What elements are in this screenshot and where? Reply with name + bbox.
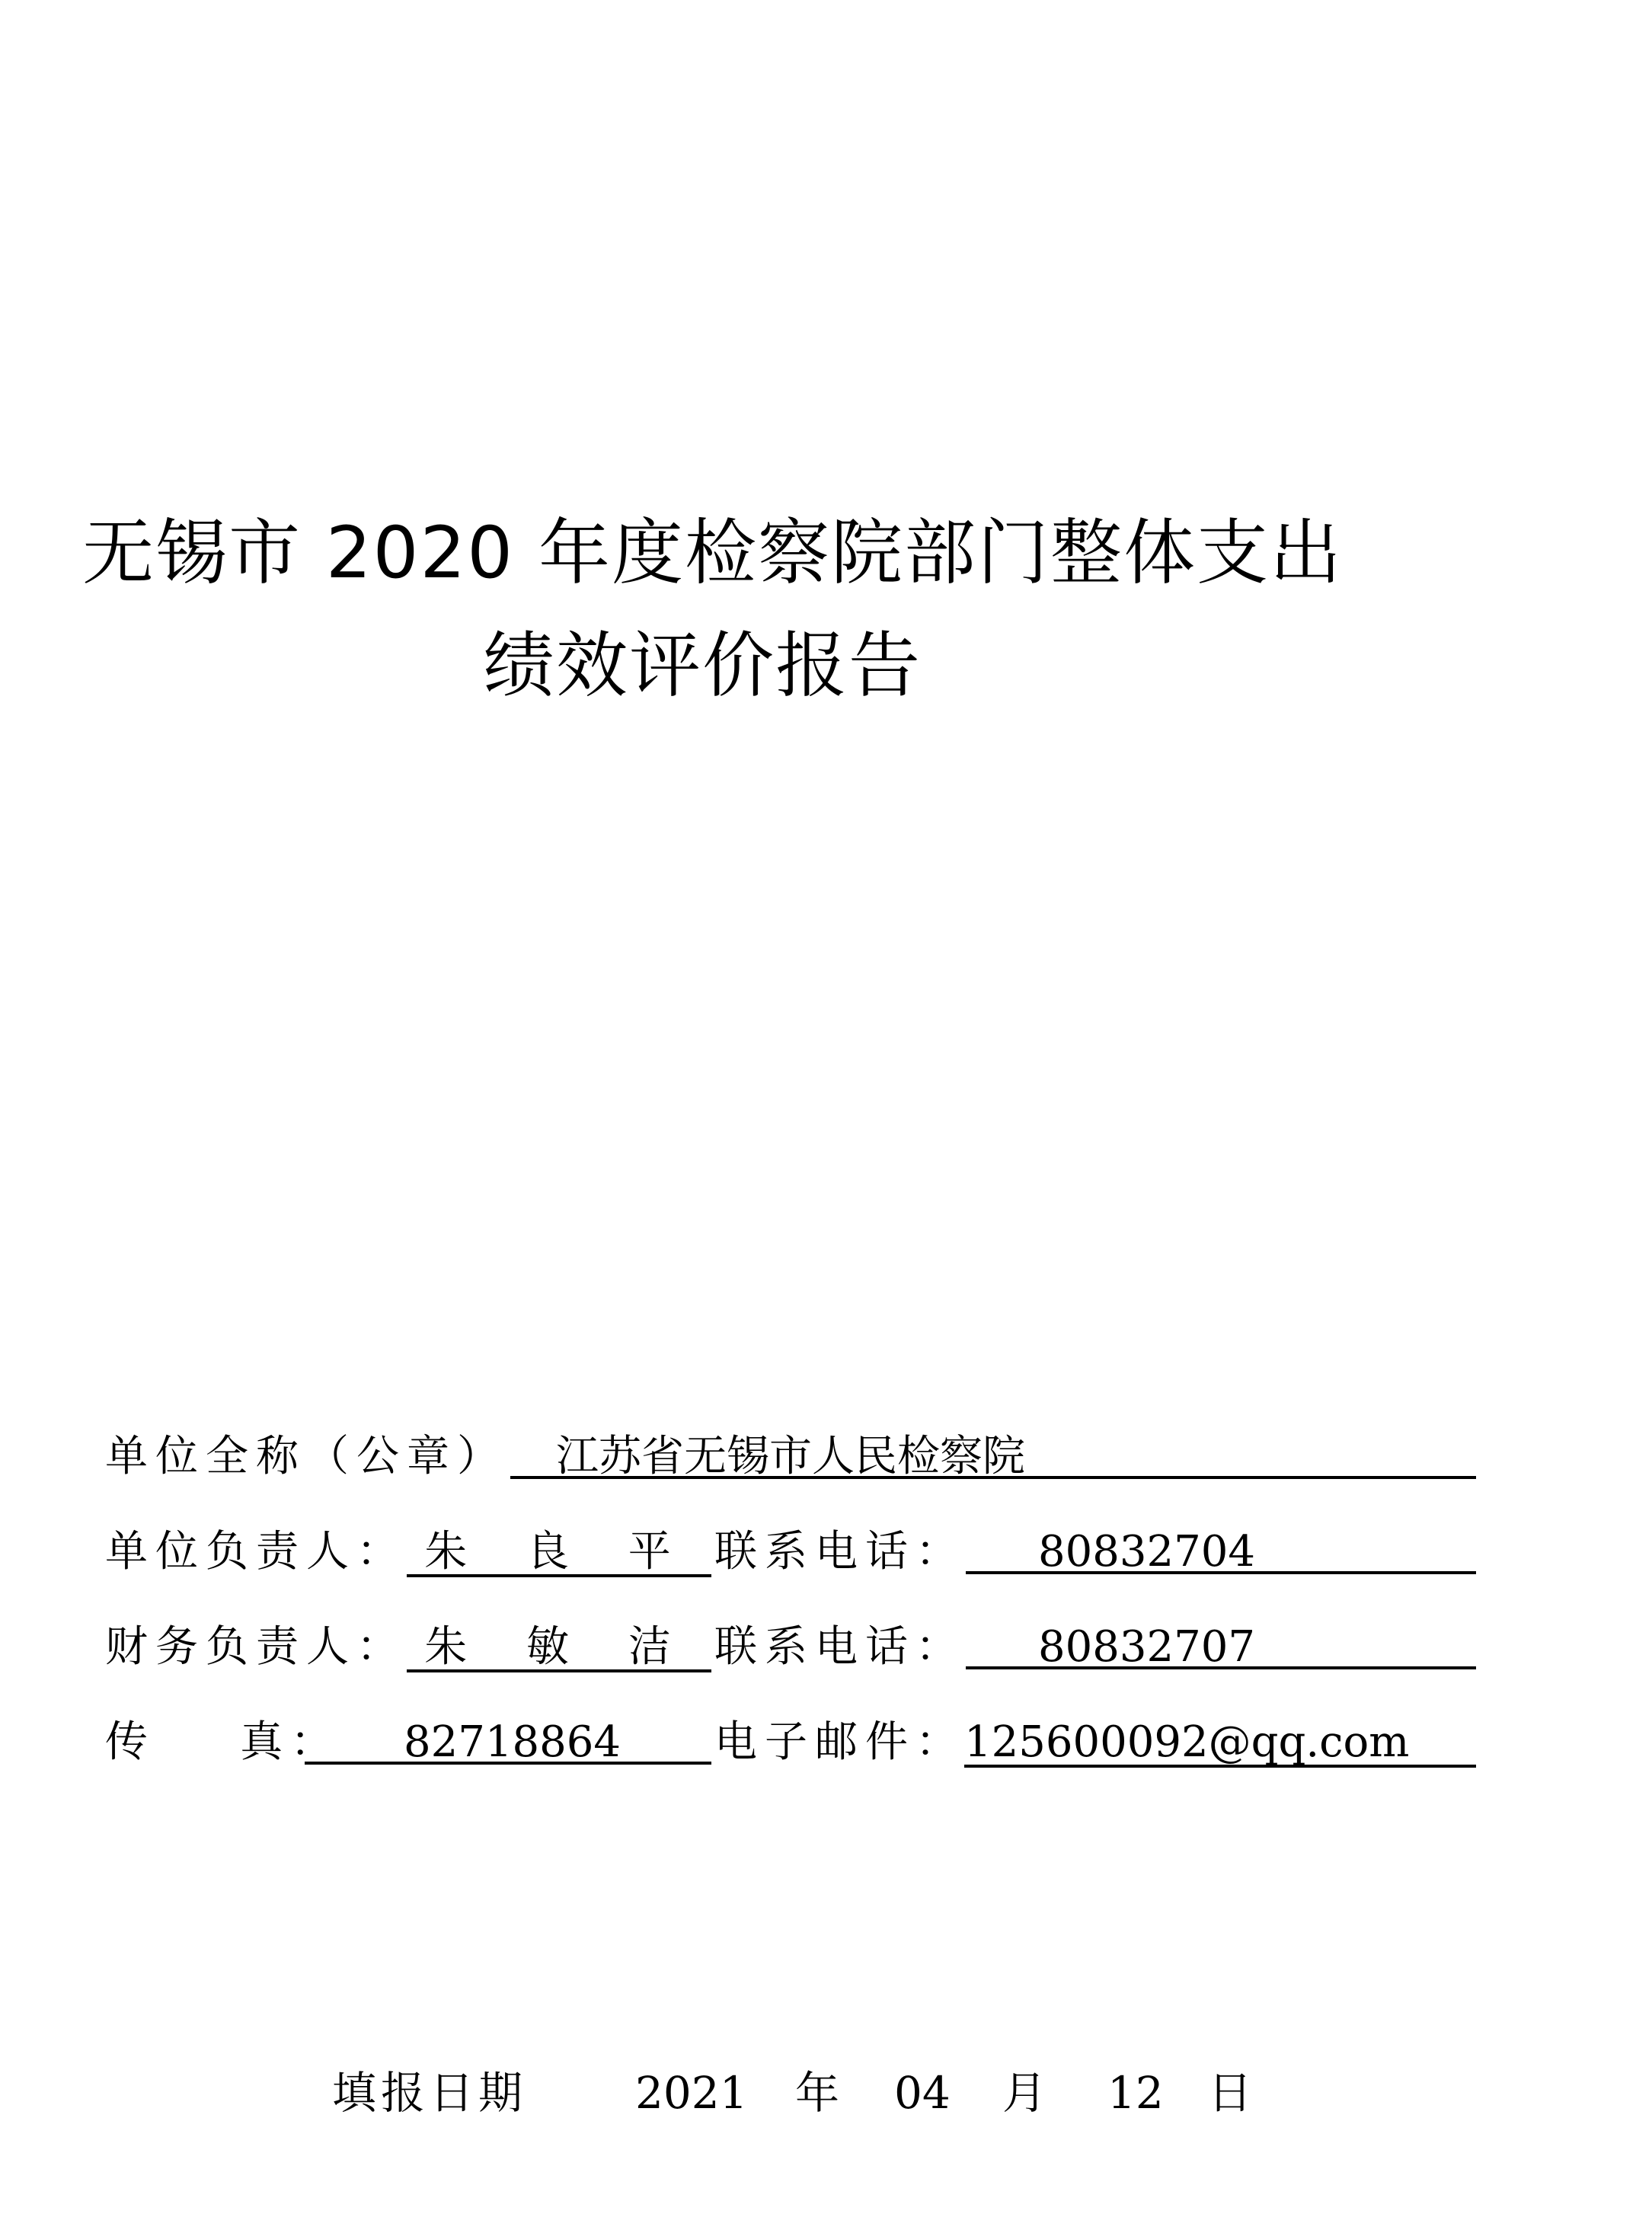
unit-head-value: 朱 良 平: [407, 1525, 711, 1577]
fill-date-label: 填报日期: [332, 2067, 528, 2119]
unit-head-label: 单位负责人：: [105, 1527, 407, 1576]
phone-label-2: 联系电话：: [714, 1622, 966, 1672]
email-value: 125600092@qq.com: [964, 1716, 1476, 1768]
fill-date-month-unit: 月: [1002, 2067, 1047, 2119]
phone-value-1: 80832704: [966, 1525, 1476, 1574]
fill-date-year: 2021: [635, 2067, 748, 2119]
unit-name-label: 单位全称（公章）: [105, 1432, 507, 1481]
report-title-line-2: 绩效评价报告: [483, 625, 922, 708]
unit-name-value: 江苏省无锡市人民检察院: [510, 1430, 1476, 1479]
fax-value: 82718864: [305, 1716, 711, 1765]
report-title-line-1: 无锡市 2020 年度检察院部门整体支出: [82, 512, 1343, 595]
fill-date-day: 12: [1107, 2067, 1164, 2119]
finance-head-label: 财务负责人：: [105, 1622, 407, 1672]
fill-date-year-unit: 年: [795, 2067, 840, 2119]
finance-head-value: 朱 敏 洁: [407, 1621, 711, 1672]
fill-date-month: 04: [894, 2067, 951, 2119]
phone-value-2: 80832707: [966, 1621, 1476, 1669]
fax-label: 传 真：: [105, 1717, 341, 1767]
phone-label-1: 联系电话：: [714, 1527, 966, 1576]
fill-date-day-unit: 日: [1208, 2067, 1253, 2119]
email-label: 电子邮件：: [714, 1717, 966, 1767]
